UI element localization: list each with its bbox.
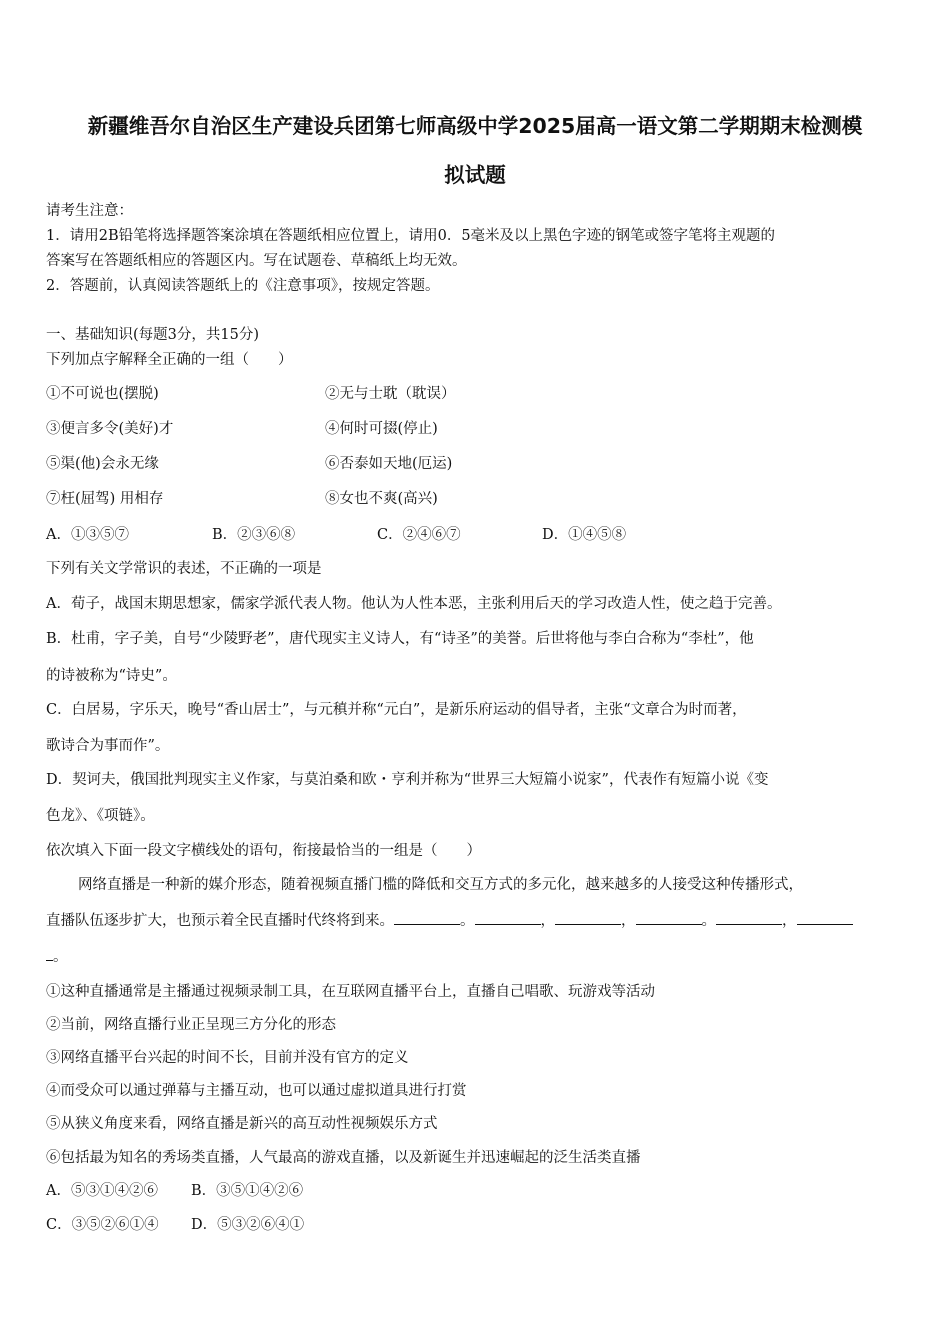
exam-title-line2: 拟试题: [444, 163, 506, 187]
q1-item: ④何时可掇(停止): [325, 421, 438, 437]
notice-item-1: 1．请用2B铅笔将选择题答案涂填在答题纸相应位置上，请用0．5毫米及以上黑色字迹的钢笔或签字笔将主观题的: [46, 228, 776, 244]
q3-item: ③网络直播平台兴起的时间不长，目前并没有官方的定义: [46, 1050, 409, 1066]
q1-item: ⑧女也不爽(高兴): [325, 491, 438, 507]
q3-item: ①这种直播通常是主播通过视频录制工具，在互联网直播平台上，直播自己唱歌、玩游戏等活动: [46, 984, 655, 1000]
q1-stem: 下列加点字解释全正确的一组（ ）: [46, 352, 293, 368]
q1-option-c[interactable]: C．②④⑥⑦: [377, 527, 461, 543]
q1-item: ②无与士耽（耽误）: [325, 386, 456, 402]
q3-item: ②当前，网络直播行业正呈现三方分化的形态: [46, 1017, 336, 1033]
notice-item-2: 2．答题前，认真阅读答题纸上的《注意事项》，按规定答题。: [46, 278, 440, 294]
q2-option-c[interactable]: C．白居易，字乐天，晚号“香山居士”，与元稹并称“元白”，是新乐府运动的倡导者，主张“文章合为时而著，: [46, 702, 747, 718]
fill-blank[interactable]: [636, 910, 702, 925]
q3-passage-line2: [46, 910, 853, 932]
q2-option-b[interactable]: B．杜甫，字子美，自号“少陵野老”，唐代现实主义诗人，有“诗圣”的美誉。后世将他与李白合称为“李杜”，他: [46, 631, 754, 647]
notice-item-1-cont: 答案写在答题纸相应的答题区内。写在试题卷、草稿纸上均无效。: [46, 253, 467, 269]
q1-item: ⑤渠(他)会永无缘: [46, 456, 159, 472]
q3-item: ④而受众可以通过弹幕与主播互动，也可以通过虚拟道具进行打赏: [46, 1083, 467, 1099]
q3-option-a[interactable]: A．⑤③①④②⑥: [46, 1183, 158, 1199]
q3-option-b[interactable]: B．③⑤①④②⑥: [191, 1183, 304, 1199]
blank-separator: 。: [701, 913, 716, 929]
fill-blank[interactable]: [394, 910, 460, 925]
q3-passage-text: 直播队伍逐步扩大，也预示着全民直播时代终将到来。: [46, 913, 394, 929]
q2-option-c-cont: 歌诗合为事而作”。: [46, 738, 170, 754]
q2-option-b-cont: 的诗被称为“诗史”。: [46, 668, 177, 684]
fill-blank[interactable]: [797, 910, 853, 925]
fill-blank[interactable]: [555, 910, 621, 925]
fill-blank[interactable]: [46, 946, 53, 961]
fill-blank[interactable]: [716, 910, 782, 925]
q2-option-d-cont: 色龙》、《项链》。: [46, 808, 155, 824]
fill-blank[interactable]: [475, 910, 541, 925]
q3-passage-line1: 网络直播是一种新的媒介形态，随着视频直播门槛的降低和交互方式的多元化，越来越多的人接受这种传播形式，: [78, 877, 803, 893]
q3-item: ⑥包括最为知名的秀场类直播，人气最高的游戏直播，以及新诞生并迅速崛起的泛生活类直播: [46, 1150, 641, 1166]
q1-option-a[interactable]: A．①③⑤⑦: [46, 527, 129, 543]
q1-option-b[interactable]: B．②③⑥⑧: [212, 527, 296, 543]
q1-item: ①不可说也(摆脱): [46, 386, 159, 402]
q2-option-a[interactable]: A．荀子，战国末期思想家，儒家学派代表人物。他认为人性本恶，主张利用后天的学习改造人性，使之趋于完善。: [46, 596, 782, 612]
q1-item: ③便言多令(美好)才: [46, 421, 174, 437]
blank-separator: 。: [460, 913, 475, 929]
notice-heading: 请考生注意：: [46, 203, 133, 219]
blank-separator: ，: [540, 913, 555, 929]
exam-title-line1: 新疆维吾尔自治区生产建设兵团第七师高级中学2025届高一语文第二学期期末检测模: [87, 114, 863, 138]
q3-item: ⑤从狭义角度来看，网络直播是新兴的高互动性视频娱乐方式: [46, 1116, 438, 1132]
q3-passage-line3: [46, 946, 68, 968]
blank-separator: ，: [782, 913, 797, 929]
q2-stem: 下列有关文学常识的表述，不正确的一项是: [46, 561, 322, 577]
q3-option-c[interactable]: C．③⑤②⑥①④: [46, 1217, 159, 1233]
q3-stem: 依次填入下面一段文字横线处的语句，衔接最恰当的一组是（ ）: [46, 843, 481, 859]
q1-option-d[interactable]: D．①④⑤⑧: [542, 527, 627, 543]
blank-separator: ，: [621, 913, 636, 929]
q2-option-d[interactable]: D．契诃夫，俄国批判现实主义作家，与莫泊桑和欧・亨利并称为“世界三大短篇小说家”，代表作有短篇小说《变: [46, 772, 769, 788]
q1-item: ⑦枉(屈驾) 用相存: [46, 491, 164, 507]
section-heading: 一、基础知识(每题3分，共15分): [46, 327, 259, 343]
q3-option-d[interactable]: D．⑤③②⑥④①: [191, 1217, 305, 1233]
passage-end: 。: [53, 949, 68, 965]
q1-item: ⑥否泰如天地(厄运): [325, 456, 453, 472]
